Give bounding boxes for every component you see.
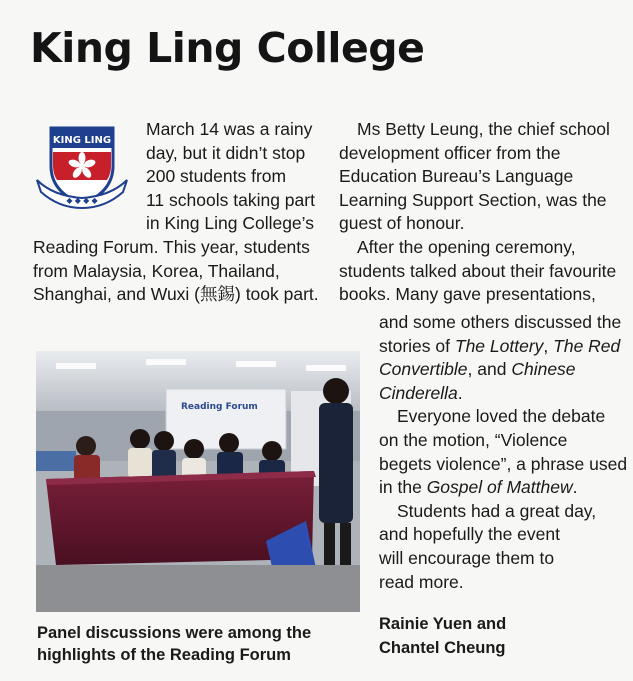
text-line: read more. [379,571,464,592]
text-line: 11 schools taking part [146,189,315,210]
text-line: stories of The Lottery, The Red [379,335,621,356]
text-line: Shanghai, and Wuxi (無錫) took part. [33,284,319,305]
text-line: in the Gospel of Matthew. [379,477,578,498]
text-line: begets violence”, a phrase used [379,453,628,474]
text-line: Convertible, and Chinese [379,359,576,380]
book-title: Chinese [511,359,576,380]
text-line: from Malaysia, Korea, Thailand, [33,260,280,281]
text-line: and some others discussed the [379,312,622,332]
right-column-narrow [379,311,628,594]
text-line: on the motion, “Violence [379,429,568,450]
text-line: books. Many gave presentations, [339,284,596,305]
caption-line: highlights of the Reading Forum [37,646,291,664]
intro-paragraph [146,118,321,236]
school-crest-icon [33,122,131,210]
text-line: Ms Betty Leung, the chief school [357,119,610,139]
byline-line: Rainie Yuen and [379,615,507,633]
text-line: guest of honour. [339,213,465,234]
text-line: Students had a great day, [397,500,597,521]
byline [379,612,506,660]
caption-line: Panel discussions were among the [37,624,312,642]
page-title: King Ling College [30,24,425,72]
photo-caption [37,622,357,666]
book-title: Cinderella [379,382,458,403]
svg-text:◆ ◆ ◆ ◆: ◆ ◆ ◆ ◆ [66,196,98,205]
text-line: Everyone loved the debate [397,406,606,427]
book-title: The Red [553,335,621,356]
book-title: Convertible [379,359,468,380]
photo-banner: Reading Forum [181,402,258,412]
book-title: The Lottery [454,335,544,356]
forum-photo [36,351,360,612]
text-line: After the opening ceremony, [357,236,576,257]
text-line: in King Ling College’s [146,213,314,234]
text-line: day, but it didn’t stop [146,142,306,163]
text-line: 200 students from [146,166,287,187]
text-line: Education Bureau’s Language [339,166,574,187]
text-line: Reading Forum. This year, students [33,237,310,257]
text-line: development officer from the [339,142,561,163]
text-line: Learning Support Section, was the [339,189,607,210]
text-line: and hopefully the event [379,524,560,545]
intro-paragraph-continued [33,236,333,307]
text-line: students talked about their favourite [339,260,617,281]
text-line: March 14 was a rainy [146,119,313,139]
text-line: will encourage them to [379,547,555,568]
right-column [339,118,624,307]
crest-banner: KING LING [52,135,112,146]
text-line: Cinderella. [379,382,463,403]
book-title: Gospel of Matthew [426,477,573,498]
byline-line: Chantel Cheung [379,639,506,657]
